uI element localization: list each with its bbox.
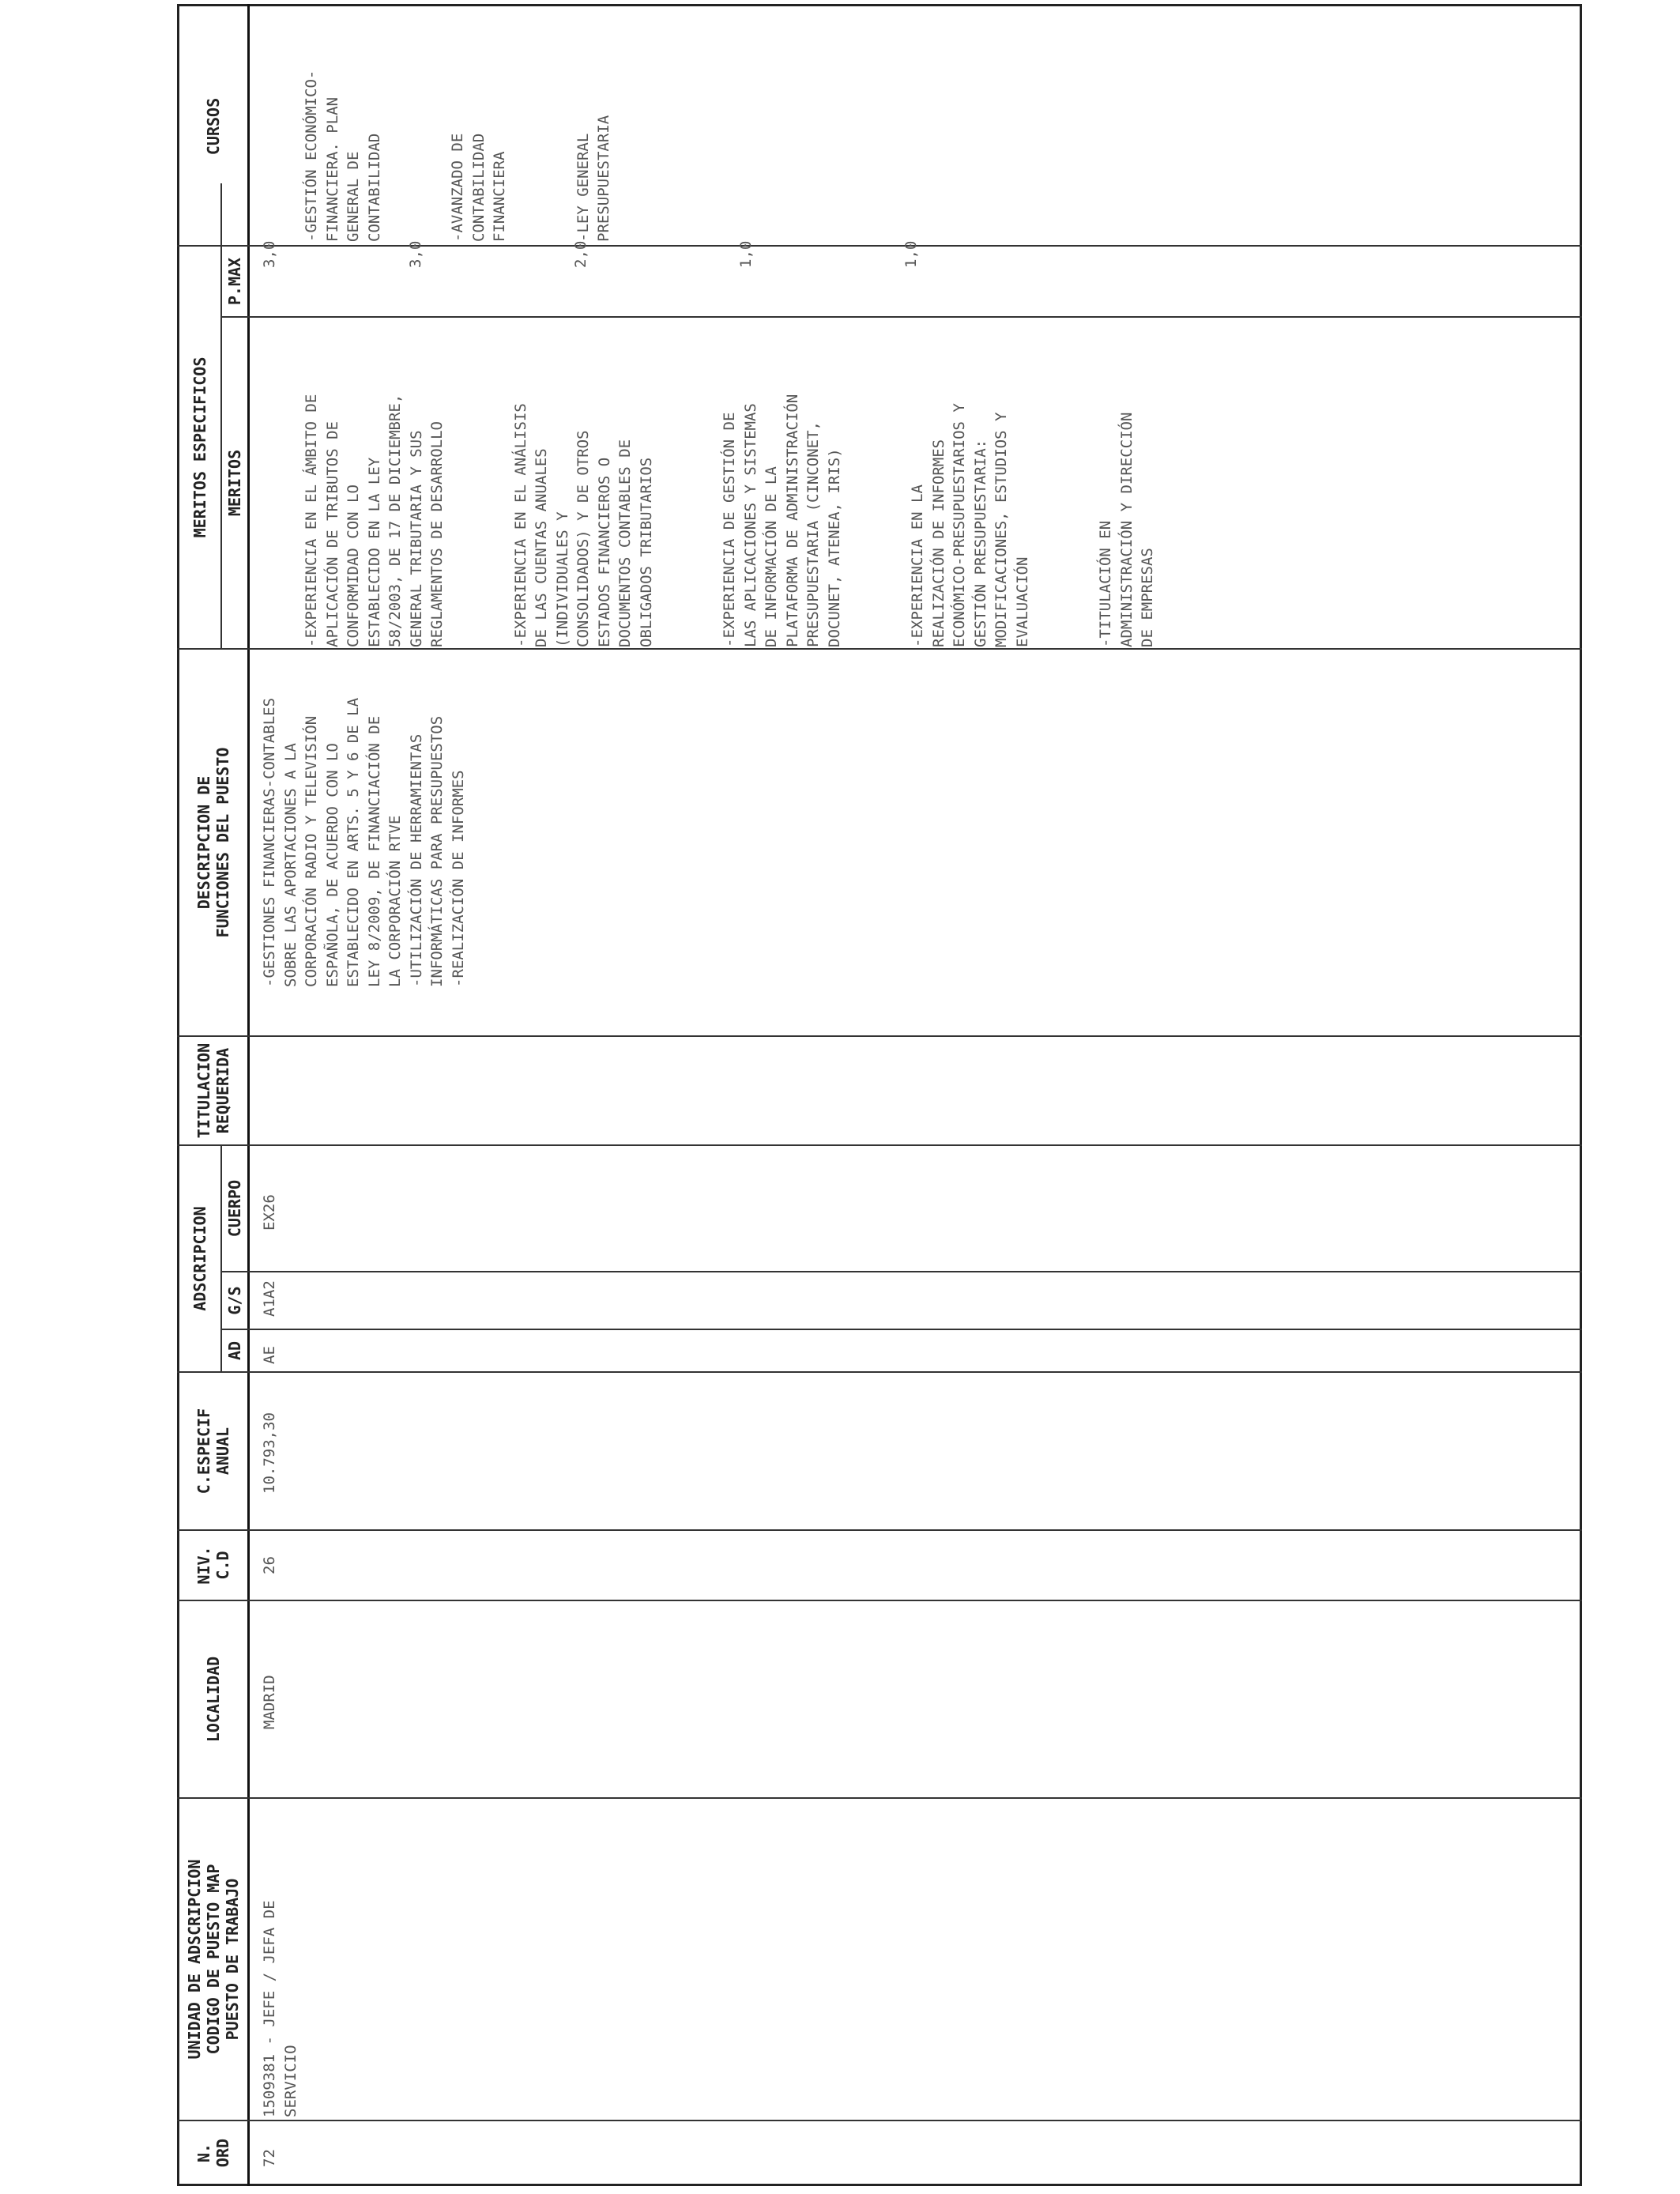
curso-item: -LEY GENERAL PRESUPUESTARIA (574, 115, 612, 242)
col-border-10 (177, 648, 1582, 650)
merito-item: -TITULACIÓN EN ADMINISTRACIÓN Y DIRECCIÓN DE EMPRESAS (1097, 412, 1156, 647)
row-localidad: MADRID (261, 1675, 278, 1729)
row-meritos (259, 394, 1221, 647)
merito-item: -EXPERIENCIA EN EL ÁMBITO DE APLICACIÓN DE TRIBUTOS DE CONFORMIDAD CON LO ESTABLECIDO EN LA LEY 58/2003, DE 17 DE DICIEMBRE, GENERAL TRIBUTARIA Y SUS REGLAMENTOS DE DESARROLLO (303, 394, 446, 647)
header-cuerpo: CUERPO (225, 1179, 244, 1238)
pmax-5: 1,0 (902, 240, 920, 268)
col-border-5 (177, 1371, 1582, 1373)
col-border-1 (177, 2120, 1582, 2121)
merito-item: -EXPERIENCIA EN EL ANÁLISIS DE LAS CUENTAS ANUALES (INDIVIDUALES Y CONSOLIDADOS) Y DE OTROS ESTADOS FINANCIEROS O DOCUMENTOS CONTABLES DE OBLIGADOS TRIBUTARIOS (511, 403, 655, 647)
col-border-9 (177, 1035, 1582, 1037)
col-border-6 (220, 1329, 1582, 1330)
col-border-11 (220, 316, 1582, 318)
header-meritos: MERITOS (225, 449, 244, 517)
pmax-1: 3,0 (261, 240, 278, 268)
row-descripcion: -GESTIONES FINANCIERAS-CONTABLES SOBRE LAS APORTACIONES A LA CORPORACIÓN RADIO Y TELEVISIÓN ESPAÑOLA, DE ACUERDO CON LO ESTABLECIDO EN ARTS. 5 Y 6 DE LA LEY 8/2009, DE FINANCIACIÓN DE LA CORPORACIÓN RTVE -UTILIZACIÓN DE HERRAMIENTAS INFORMÁTICAS PARA PRESUPUESTOS -REALIZACIÓN DE INFORMES (261, 697, 467, 987)
col-border-4 (177, 1529, 1582, 1531)
header-meritos-especificos: MERITOS ESPECIFICOS (190, 356, 209, 538)
col-border-3 (177, 1600, 1582, 1601)
header-pmax: P.MAX (225, 257, 244, 306)
header-cursos: CURSOS (203, 97, 223, 156)
header-unidad: UNIDAD DE ADSCRIPCION CODIGO DE PUESTO MAP PUESTO DE TRABAJO (184, 1859, 242, 2060)
merito-item: -EXPERIENCIA EN LA REALIZACIÓN DE INFORMES ECONÓMICO-PRESUPUESTARIOS Y GESTIÓN PRESUPUESTARIA: MODIFICACIONES, ESTUDIOS Y EVALUACIÓN (909, 403, 1031, 647)
curso-item: -GESTIÓN ECONÓMICO- FINANCIERA. PLAN GENERAL DE CONTABILIDAD (303, 70, 383, 242)
header-descripcion: DESCRIPCION DE FUNCIONES DEL PUESTO (194, 747, 232, 938)
header-cespecif: C.ESPECIF ANUAL (194, 1408, 232, 1495)
pmax-2: 3,0 (407, 240, 424, 268)
table-frame (177, 4, 1582, 2186)
row-gs: A1A2 (261, 1280, 278, 1317)
row-puesto: 1509381 - JEFE / JEFA DE SERVICIO (261, 1900, 299, 2117)
row-cespecif: 10.793,30 (261, 1412, 278, 1494)
col-border-8 (177, 1144, 1582, 1146)
header-bottom-border (247, 4, 250, 2186)
row-cuerpo: EX26 (261, 1194, 278, 1231)
row-cursos (259, 70, 677, 242)
header-titulacion: TITULACION REQUERIDA (194, 1042, 232, 1139)
header-nord: N. ORD (194, 2138, 232, 2168)
row-niv: 26 (261, 1556, 278, 1574)
row-nord: 72 (261, 2149, 278, 2167)
header-ad: AD (225, 1340, 244, 1361)
header-gs: G/S (225, 1286, 244, 1315)
pmax-4: 1,0 (737, 240, 755, 268)
header-adscripcion: ADSCRIPCION (190, 1206, 209, 1311)
curso-item: -AVANZADO DE CONTABILIDAD FINANCIERA (449, 133, 508, 242)
merito-item: -EXPERIENCIA DE GESTIÓN DE LAS APLICACIONES Y SISTEMAS DE INFORMACIÓN DE LA PLATAFORMA DE ADMINISTRACIÓN PRESUPUESTARIA (CINCONET, DOCUNET, ATENEA, IRIS) (721, 394, 843, 647)
col-border-7 (220, 1271, 1582, 1272)
col-border-2 (177, 1797, 1582, 1799)
row-ad: AE (261, 1346, 278, 1364)
pmax-3: 2,0 (572, 240, 590, 268)
header-localidad: LOCALIDAD (203, 1656, 223, 1743)
col-border-12 (177, 245, 1582, 247)
header-niv: NIV. C.D (194, 1546, 232, 1585)
